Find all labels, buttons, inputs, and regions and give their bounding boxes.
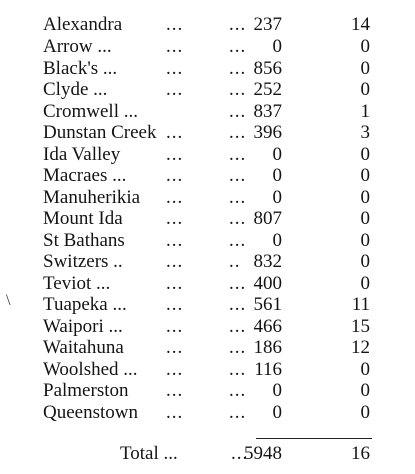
table-row	[0, 165, 415, 186]
value-2: 0	[360, 165, 370, 186]
table-row	[0, 294, 415, 315]
value-2: 0	[360, 402, 370, 423]
leader-dots: ...	[229, 337, 247, 358]
leader-dots: ...	[229, 273, 247, 294]
leader-dots: ...	[166, 36, 184, 57]
table-row	[0, 14, 415, 35]
leader-dots: ...	[166, 402, 184, 423]
leader-dots: ...	[229, 230, 247, 251]
district-name: St Bathans	[43, 230, 125, 251]
table-row	[0, 380, 415, 401]
value-1: 0	[272, 402, 282, 423]
leader-dots: ...	[229, 36, 247, 57]
leader-dots: ...	[229, 294, 247, 315]
value-2: 0	[360, 36, 370, 57]
value-2: 0	[360, 359, 370, 380]
district-name: Waitahuna	[43, 337, 124, 358]
stray-mark: \	[6, 292, 11, 309]
leader-dots: ...	[166, 273, 184, 294]
value-1: 252	[253, 79, 282, 100]
value-1: 0	[272, 187, 282, 208]
value-2: 14	[351, 14, 370, 35]
value-1: 0	[272, 144, 282, 165]
value-1: 837	[253, 101, 282, 122]
leader-dots: ...	[166, 380, 184, 401]
leader-dots: ...	[229, 79, 247, 100]
district-name: Palmerston	[43, 380, 129, 401]
district-name: Waipori ...	[43, 316, 123, 337]
value-1: 237	[253, 14, 282, 35]
leader-dots: ...	[229, 316, 247, 337]
table-row	[0, 251, 415, 272]
district-name: Switzers ..	[43, 251, 123, 272]
value-1: 396	[253, 122, 282, 143]
district-name: Ida Valley	[43, 144, 121, 165]
value-2: 0	[360, 187, 370, 208]
district-name: Alexandra	[43, 14, 123, 35]
table-row	[0, 337, 415, 358]
leader-dots: ...	[229, 380, 247, 401]
value-2: 3	[360, 122, 370, 143]
leader-dots: ...	[229, 58, 247, 79]
value-2: 15	[351, 316, 370, 337]
table-row	[0, 316, 415, 337]
leader-dots: ...	[166, 208, 184, 229]
value-1: 561	[253, 294, 282, 315]
district-name: Tuapeka ...	[43, 294, 127, 315]
value-2: 1	[360, 101, 370, 122]
leader-dots: ...	[229, 144, 247, 165]
leader-dots: ...	[229, 14, 247, 35]
total-rule	[256, 438, 372, 439]
value-2: 0	[360, 380, 370, 401]
table-row	[0, 402, 415, 423]
value-2: 0	[360, 144, 370, 165]
value-2: 11	[351, 294, 370, 315]
total-label: Total ...	[120, 443, 178, 464]
value-2: 0	[360, 58, 370, 79]
district-name: Cromwell ...	[43, 101, 138, 122]
leader-dots: ...	[166, 58, 184, 79]
leader-dots: ...	[229, 187, 247, 208]
table-row	[0, 187, 415, 208]
leader-dots: ...	[229, 101, 247, 122]
leader-dots: ...	[166, 122, 184, 143]
leader-dots: ...	[166, 294, 184, 315]
district-name: Woolshed ...	[43, 359, 138, 380]
value-1: 0	[272, 165, 282, 186]
table-row	[0, 359, 415, 380]
table-row	[0, 230, 415, 251]
table-row	[0, 79, 415, 100]
leader-dots: ...	[166, 359, 184, 380]
table-row	[0, 122, 415, 143]
district-name: Queenstown	[43, 402, 138, 423]
district-name: Mount Ida	[43, 208, 123, 229]
table-row	[0, 36, 415, 57]
value-1: 832	[253, 251, 282, 272]
district-name: Dunstan Creek	[43, 122, 157, 143]
value-1: 466	[253, 316, 282, 337]
leader-dots: ...	[166, 187, 184, 208]
total-leader: ...	[231, 443, 249, 464]
value-1: 0	[272, 380, 282, 401]
leader-dots: ...	[229, 165, 247, 186]
leader-dots: ...	[166, 165, 184, 186]
table-row	[0, 101, 415, 122]
value-2: 0	[360, 273, 370, 294]
district-name: Black's ...	[43, 58, 118, 79]
leader-dots: ...	[166, 251, 184, 272]
total-row	[0, 443, 415, 464]
leader-dots: ...	[229, 359, 247, 380]
value-2: 0	[360, 230, 370, 251]
table-row	[0, 273, 415, 294]
value-1: 400	[253, 273, 282, 294]
value-1: 0	[272, 230, 282, 251]
leader-dots: ...	[166, 14, 184, 35]
table-row	[0, 208, 415, 229]
district-name: Teviot ...	[43, 273, 111, 294]
leader-dots: ...	[166, 337, 184, 358]
value-2: 0	[360, 251, 370, 272]
leader-dots: ...	[229, 402, 247, 423]
value-1: 856	[253, 58, 282, 79]
district-name: Manuherikia	[43, 187, 141, 208]
total-value-1: 5948	[244, 443, 282, 464]
value-2: 0	[360, 208, 370, 229]
table-row	[0, 144, 415, 165]
district-name: Arrow ...	[43, 36, 112, 57]
district-name: Clyde ...	[43, 79, 108, 100]
leader-dots: ...	[229, 122, 247, 143]
leader-dots: ...	[166, 79, 184, 100]
value-1: 0	[272, 36, 282, 57]
leader-dots: ...	[166, 316, 184, 337]
value-2: 0	[360, 79, 370, 100]
leader-dots: ...	[166, 144, 184, 165]
leader-dots: ..	[229, 251, 241, 272]
value-2: 12	[351, 337, 370, 358]
value-1: 186	[253, 337, 282, 358]
table-row	[0, 58, 415, 79]
value-1: 116	[254, 359, 282, 380]
total-value-2: 16	[351, 443, 370, 464]
leader-dots: ...	[166, 230, 184, 251]
value-1: 807	[253, 208, 282, 229]
leader-dots: ...	[229, 208, 247, 229]
district-name: Macraes ...	[43, 165, 127, 186]
